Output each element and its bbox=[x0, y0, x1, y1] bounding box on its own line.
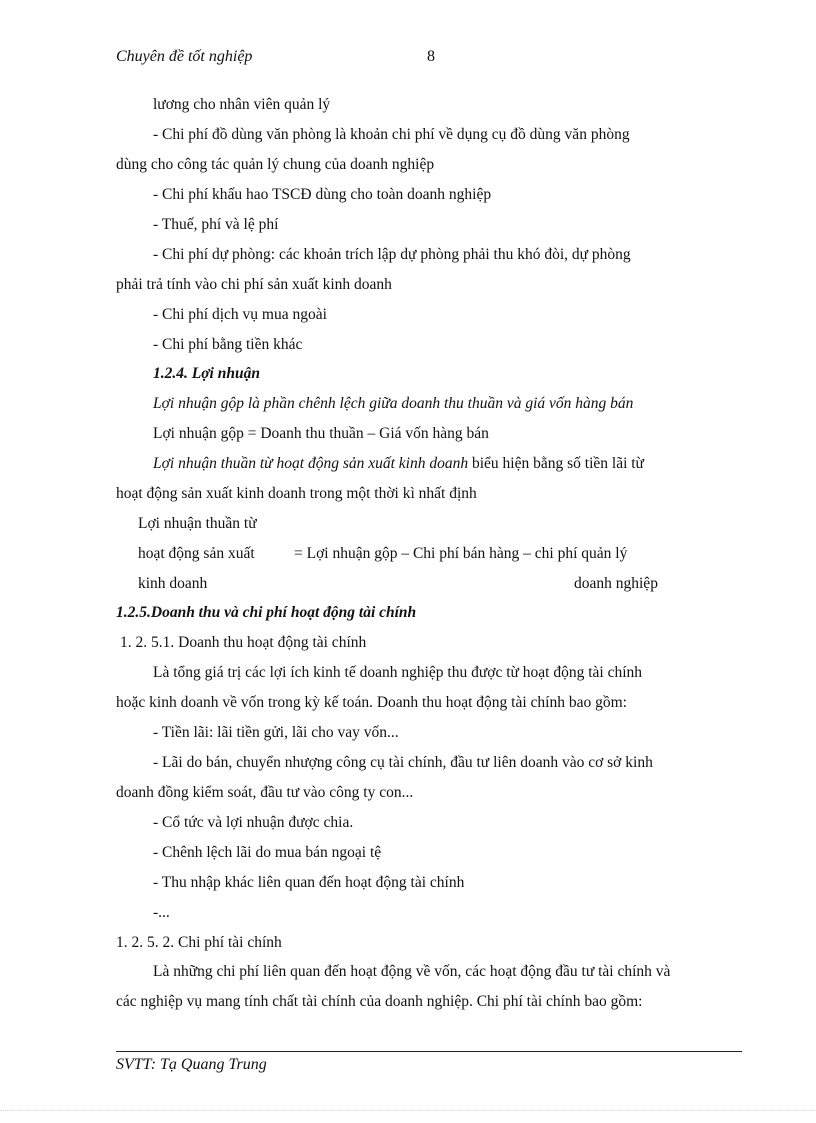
text-line: - Chi phí khấu hao TSCĐ dùng cho toàn doanh nghiệp bbox=[153, 186, 492, 203]
text-line: doanh đồng kiểm soát, đầu tư vào công ty con... bbox=[116, 784, 414, 801]
header-title: Chuyên đề tốt nghiệp bbox=[116, 48, 253, 65]
text-line: - Cổ tức và lợi nhuận được chia. bbox=[153, 814, 354, 831]
formula-line: Lợi nhuận thuần từ bbox=[138, 515, 257, 532]
footer-divider bbox=[116, 1051, 742, 1052]
page-number: 8 bbox=[427, 48, 435, 65]
text-line: - Chi phí dự phòng: các khoản trích lập dự phòng phải thu khó đòi, dự phòng bbox=[153, 246, 631, 263]
text-line: phải trả tính vào chi phí sản xuất kinh doanh bbox=[116, 276, 392, 293]
text-line: Là tổng giá trị các lợi ích kinh tế doanh nghiệp thu được từ hoạt động tài chính bbox=[153, 664, 643, 681]
text-line: các nghiệp vụ mang tính chất tài chính của doanh nghiệp. Chi phí tài chính bao gồm: bbox=[116, 993, 643, 1010]
page-edge bbox=[0, 1110, 816, 1111]
text-line: - Chi phí bằng tiền khác bbox=[153, 336, 303, 353]
formula-line: = Lợi nhuận gộp – Chi phí bán hàng – chi phí quản lý bbox=[294, 545, 628, 562]
text-line: - Chênh lệch lãi do mua bán ngoại tệ bbox=[153, 844, 382, 861]
italic-term: Lợi nhuận thuần từ hoạt động sản xuất kinh doanh bbox=[153, 455, 469, 472]
text-line: - Thuế, phí và lệ phí bbox=[153, 216, 279, 233]
text-line: - Thu nhập khác liên quan đến hoạt động tài chính bbox=[153, 874, 465, 891]
text-line: Là những chi phí liên quan đến hoạt động về vốn, các hoạt động đầu tư tài chính và bbox=[153, 963, 671, 980]
text-line: -... bbox=[153, 904, 170, 921]
text-line: lương cho nhân viên quản lý bbox=[153, 96, 331, 113]
formula-line: kinh doanh bbox=[138, 575, 208, 592]
text-line: Lợi nhuận gộp là phần chênh lệch giữa doanh thu thuần và giá vốn hàng bán bbox=[153, 395, 634, 412]
subsection-heading: 1. 2. 5. 2. Chi phí tài chính bbox=[116, 934, 282, 951]
text-span: biểu hiện bằng số tiền lãi từ bbox=[468, 455, 644, 472]
text-line: dùng cho công tác quản lý chung của doanh nghiệp bbox=[116, 156, 435, 173]
text-line: Lợi nhuận gộp = Doanh thu thuần – Giá vốn hàng bán bbox=[153, 425, 489, 442]
formula-line: hoạt động sản xuất bbox=[138, 545, 255, 562]
text-line: hoặc kinh doanh về vốn trong kỳ kế toán. Doanh thu hoạt động tài chính bao gồm: bbox=[116, 694, 627, 711]
text-line: - Tiền lãi: lãi tiền gửi, lãi cho vay vốn... bbox=[153, 724, 399, 741]
section-heading-1-2-5: 1.2.5.Doanh thu và chi phí hoạt động tài chính bbox=[116, 604, 417, 621]
formula-line: doanh nghiệp bbox=[574, 575, 658, 592]
text-line: - Chi phí dịch vụ mua ngoài bbox=[153, 306, 327, 323]
section-heading-1-2-4: 1.2.4. Lợi nhuận bbox=[153, 365, 260, 382]
text-line: hoạt động sản xuất kinh doanh trong một thời kì nhất định bbox=[116, 485, 477, 502]
text-line bbox=[153, 454, 644, 474]
footer-author: SVTT: Tạ Quang Trung bbox=[116, 1056, 267, 1073]
text-line: - Lãi do bán, chuyển nhượng công cụ tài chính, đầu tư liên doanh vào cơ sở kinh bbox=[153, 754, 653, 771]
subsection-heading: 1. 2. 5.1. Doanh thu hoạt động tài chính bbox=[120, 634, 367, 651]
text-line: - Chi phí đồ dùng văn phòng là khoản chi phí về dụng cụ đồ dùng văn phòng bbox=[153, 126, 630, 143]
